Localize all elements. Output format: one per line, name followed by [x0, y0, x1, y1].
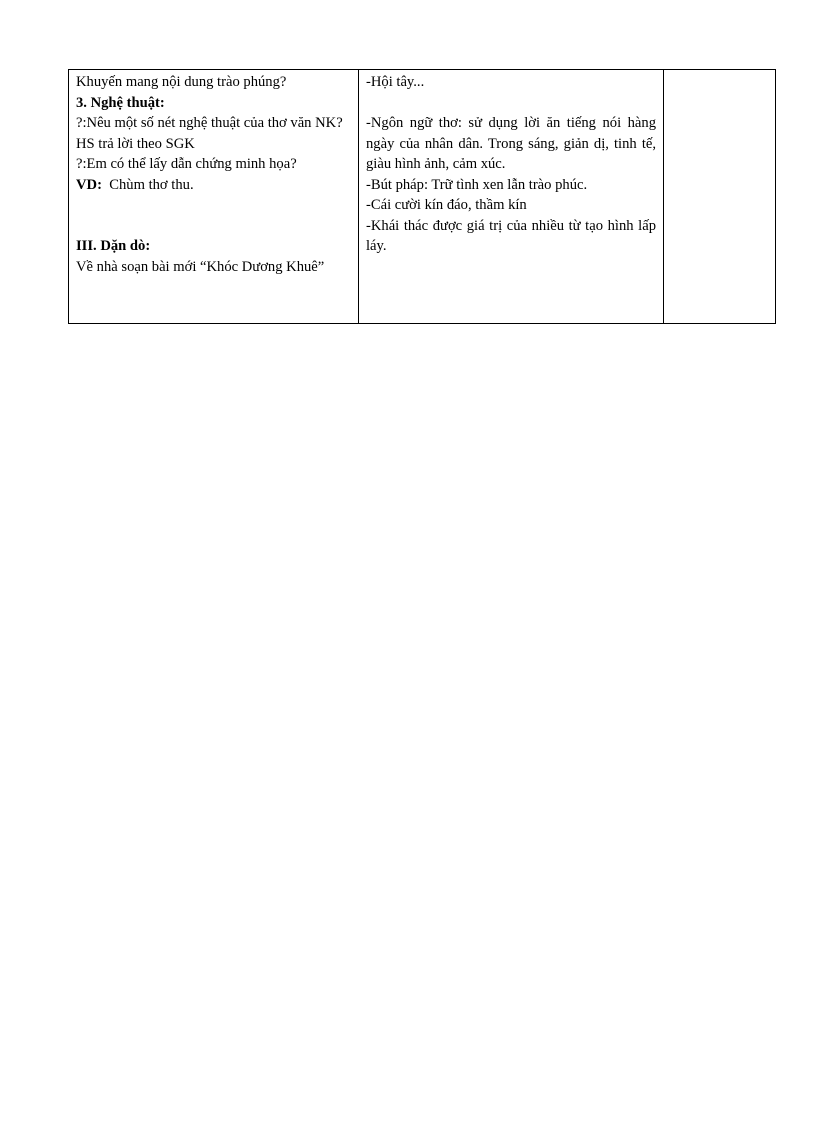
teacher-activity-cell: [69, 70, 359, 324]
content-technique: -Bút pháp: Trữ tình xen lẫn trào phúc.: [366, 176, 588, 193]
section-heading-homework: III. Dặn dò:: [76, 238, 151, 254]
question-line: Khuyến mang nội dung trào phúng?: [76, 74, 287, 90]
content-words: -Khái thác được giá trị của nhiều từ tạo hình lấp láy.: [366, 217, 656, 254]
question-example: ?:Em có thể lấy dẫn chứng minh họa?: [76, 156, 297, 172]
lesson-table: [68, 69, 776, 324]
example-label: VD:: [76, 176, 102, 193]
table-row: [69, 70, 776, 324]
example-text: Chùm thơ thu.: [101, 176, 194, 193]
content-humor: -Cái cười kín đáo, thầm kín: [366, 197, 527, 213]
example-line: [76, 175, 351, 196]
content-line: -Hội tây...: [366, 74, 425, 90]
notes-cell: [664, 70, 776, 324]
question-art-features: ?:Nêu một số nét nghệ thuật của thơ văn NK?: [76, 115, 343, 131]
spacer: [366, 93, 656, 114]
student-answer: HS trả lời theo SGK: [76, 135, 195, 152]
content-cell: [359, 70, 664, 324]
homework-text: Về nhà soạn bài mới “Khóc Dương Khuê”: [76, 258, 325, 275]
spacer: [76, 195, 351, 216]
spacer: [76, 216, 351, 237]
section-heading-art: 3. Nghệ thuật:: [76, 94, 165, 111]
content-language: -Ngôn ngữ thơ: sử dụng lời ăn tiếng nói hàng ngày của nhân dân. Trong sáng, giản dị, tinh tế, giàu hình ảnh, cảm xúc.: [366, 115, 656, 172]
